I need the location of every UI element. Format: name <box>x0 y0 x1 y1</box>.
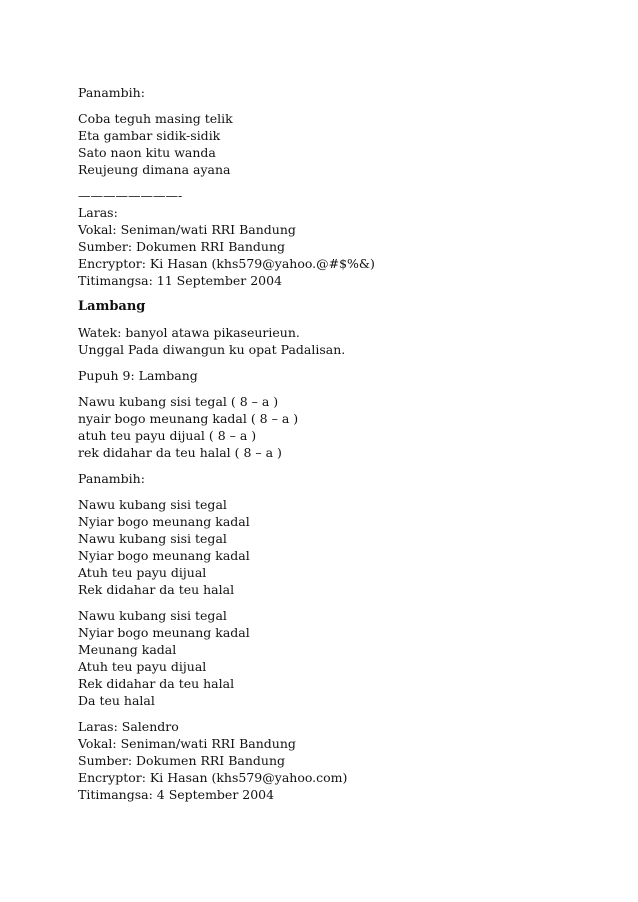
text-line: nyair bogo meunang kadal ( 8 – a ) <box>78 411 299 426</box>
text-line: Titimangsa: 4 September 2004 <box>78 787 275 802</box>
text-line: Nawu kubang sisi tegal <box>78 497 227 512</box>
verse-panambih-1 <box>78 496 598 598</box>
separator-line: ————————- <box>78 188 183 203</box>
credits-block-1 <box>78 187 598 289</box>
text-line: Reujeung dimana ayana <box>78 162 231 177</box>
text-line: Titimangsa: 11 September 2004 <box>78 273 283 288</box>
text-line: Vokal: Seniman/wati RRI Bandung <box>78 222 296 237</box>
text-line: Sumber: Dokumen RRI Bandung <box>78 753 286 768</box>
verse-panambih-2 <box>78 607 598 709</box>
text-line: Coba teguh masing telik <box>78 111 233 126</box>
text-line: Panambih: <box>78 471 145 486</box>
pupuh-title <box>78 367 598 384</box>
text-line: Laras: Salendro <box>78 719 179 734</box>
text-line: Pupuh 9: Lambang <box>78 368 198 383</box>
text-line: Nawu kubang sisi tegal <box>78 608 227 623</box>
verse-coba-teguh <box>78 110 598 178</box>
text-line: Watek: banyol atawa pikaseurieun. <box>78 325 300 340</box>
section-heading-lambang <box>78 298 598 315</box>
credits-block-2 <box>78 718 598 803</box>
text-line: Vokal: Seniman/wati RRI Bandung <box>78 736 296 751</box>
text-line: Eta gambar sidik-sidik <box>78 128 221 143</box>
text-line: Nyiar bogo meunang kadal <box>78 625 250 640</box>
text-line: Unggal Pada diwangun ku opat Padalisan. <box>78 342 346 357</box>
paragraph-panambih-2 <box>78 470 598 487</box>
text-line: Panambih: <box>78 85 145 100</box>
text-line: atuh teu payu dijual ( 8 – a ) <box>78 428 257 443</box>
text-line: Nawu kubang sisi tegal ( 8 – a ) <box>78 394 279 409</box>
text-line: Encryptor: Ki Hasan (khs579@yahoo.com) <box>78 770 348 785</box>
text-line: Nyiar bogo meunang kadal <box>78 514 250 529</box>
text-line: Laras: <box>78 205 118 220</box>
text-line: Da teu halal <box>78 693 155 708</box>
paragraph-panambih-1 <box>78 84 598 101</box>
heading-text: Lambang <box>78 299 146 314</box>
verse-nawu-kubang-meter <box>78 393 598 461</box>
text-line: Encryptor: Ki Hasan (khs579@yahoo.@#$%&) <box>78 256 375 271</box>
text-line: Meunang kadal <box>78 642 177 657</box>
text-line: Sato naon kitu wanda <box>78 145 216 160</box>
text-line: Atuh teu payu dijual <box>78 565 207 580</box>
text-line: Sumber: Dokumen RRI Bandung <box>78 239 286 254</box>
document-page <box>78 84 598 812</box>
watek-description <box>78 324 598 358</box>
text-line: Nyiar bogo meunang kadal <box>78 548 250 563</box>
text-line: Nawu kubang sisi tegal <box>78 531 227 546</box>
text-line: Rek didahar da teu halal <box>78 582 235 597</box>
text-line: Atuh teu payu dijual <box>78 659 207 674</box>
text-line: rek didahar da teu halal ( 8 – a ) <box>78 445 282 460</box>
text-line: Rek didahar da teu halal <box>78 676 235 691</box>
